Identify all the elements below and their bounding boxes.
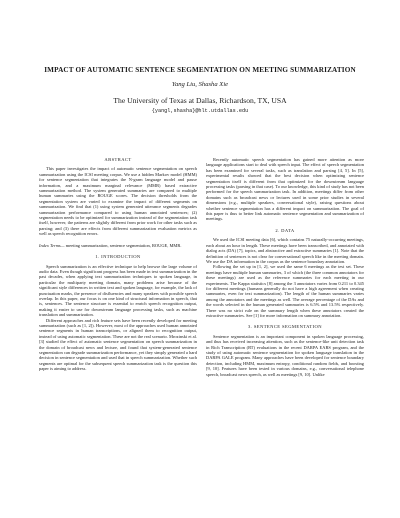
intro-paragraph-1: Speech summarization is an effective technique to help browse the large volume of audio data. Even though significant progress has been made in text summarization in the past decades, when applying text summarization techniques to spoken language, in particular the multiparty meeting domain, many problems arise because of the significant style differences in written text and spoken language, for example, the lack of punctuation marks, the presence of disfluencies and many speakers with possible speech overlap. In this paper, our focus is on one kind of structural information in speech, that is, sentences. The sentence structure is essential to enrich speech recognition output, making it easier to use for downstream language processing tasks, such as machine translation and summarization. [39,263,197,318]
segmentation-paragraph-1: Sentence segmentation is an important component in spoken language processing, and thus has received increasing attention, such as the sentence-like unit detection task in Rich Transcription (RT) evaluations in the recent DARPA EARS program, and the study of using automatic sentence segmentation for spoken language translation in the DARPA GALE program. Many approaches have been developed for sentence boundary detection, including HMM, maximum entropy, conditional random fields, and boosting [9, 10]. Features have been tested in various domains, e.g., conversational telephone speech, broadcast news speech, as well as meetings [9, 10]. Unlike [206,333,364,377]
segmentation-heading: 3. SENTENCE SEGMENTATION [248,324,322,330]
abstract-text: This paper investigates the impact of automatic sentence segmentation on speech summarization using the ICSI meeting corpus. We use a hidden Markov model (HMM) for sentence segmentation that integrates the N-gram language model and pause information, and a maximum marginal relevance (MMR) based extractive summarization method. The system generated summaries are compared to multiple human summaries using the ROUGE scores. The decision thresholds from the segmentation system are varied to examine the impact of different segments on summarization. We find that (1) using system generated utterance segments degrades summarization performance compared to using human annotated sentences; (2) segmentation needs to be optimized for summarization instead of the segmentation task itself, however, the patterns are slightly different from prior work for other tasks such as parsing; and (3) there are effects from different summarization evaluation metrics as well as speech recognition errors. [39,166,197,237]
introduction-heading: 1. INTRODUCTION [95,254,141,260]
data-heading: 2. DATA [275,227,295,233]
right-column [206,157,364,377]
paper-authors: Yang Liu, Shasha Xie [171,81,229,88]
index-terms-text: meeting summarization, sentence segmentation, ROUGE, MMR. [64,242,182,248]
left-column [39,157,197,372]
abstract-heading: ABSTRACT [104,157,132,162]
index-terms-label: Index Terms— [39,242,65,248]
intro-paragraph-3: Recently automatic speech segmentation has gained more attention as more language applications start to deal with speech input. The effect of speech segmentation has been examined for several tasks, such as translation and parsing [4, 5]. In [5], experimental results showed that the best decision when optimizing sentence segmentation itself is different from that optimized for the downstream language processing tasks (parsing in that case). To our knowledge, this kind of study has not been performed for the speech summarization task. In addition, meetings differ from other domains such as broadcast news or lectures used in some prior studies in several dimensions (e.g., multiple speakers, conversational style), raising questions about whether sentence segmentation has a different impact on summarization. The goal of this paper is thus to better link automatic sentence segmentation and summarization of meetings. [206,157,364,222]
intro-paragraph-2: Different approaches and rich feature sets have been recently developed for meeting summarization (such as [1, 2]). However, most of the approaches used human annotated sentence segments in human transcriptions, or aligned them to recognition output, instead of using automatic segmentation. These are not the real scenario. Mrozinski et al. [3] studied the effect of automatic sentence segmentation on speech summarization in the domain of broadcast news and lecture, and found that system-generated sentence segmentation can degrade summarization performance, yet they simply generated a hard decision in sentence segmentation and used that in speech summarization. Whether such segments are optimal for the subsequent speech summarization task is the question this paper is aiming to address. [39,317,197,372]
author-email: {yangl,shasha}@hlt.utdallas.edu [151,108,249,114]
data-paragraph-1: We used the ICSI meeting data [6], which contains 75 naturally-occurring meetings, each about an hour in length. These meetings have been transcribed, and annotated with dialog acts (DA) [7], topics, and abstractive and extractive summaries [1]. Note that the definition of sentences is not clear for conversational speech like in the meeting domain. We use the DA information in the corpus as the sentence boundary annotation. [206,237,364,264]
data-paragraph-2: Following the set up in [1, 2], we used the same 6 meetings as the test set. These meetings have multiple human summaries, 3 of which (the three common annotators for these meetings) are used as the reference summaries for each meeting in our experiments. The Kappa statistics [8] among the 3 annotators varies from 0.211 to 0.345 for different meetings (humans generally do not have a high agreement when creating summaries, even for text summarization). The length of the human summaries varies among the annotators and the meetings as well. The average percentage of the DAs and the words selected in the human generated summaries is 6.5% and 13.5% respectively. There was no strict rule on the summary length when these annotators created the extractive summaries. See [1] for more information on summary annotation. [206,264,364,318]
index-terms [39,243,197,248]
paper-title: IMPACT OF AUTOMATIC SENTENCE SEGMENTATION ON MEETING SUMMARIZATION [44,66,356,74]
author-affiliation: The University of Texas at Dallas, Richardson, TX, USA [113,96,287,105]
